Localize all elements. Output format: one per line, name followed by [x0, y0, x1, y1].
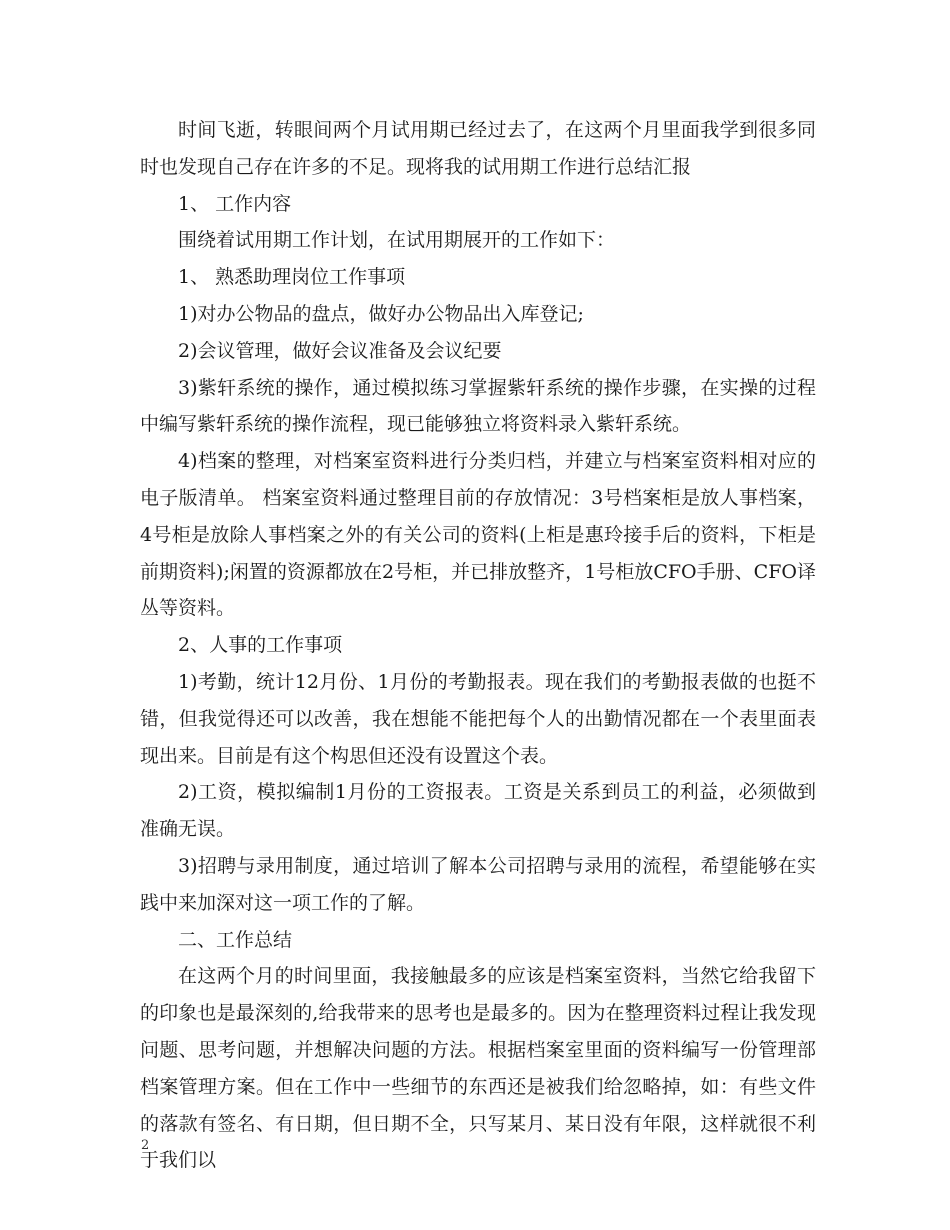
- heading-work-summary: 二、工作总结: [178, 928, 293, 951]
- heading-hr-duties: 2、人事的工作事项: [178, 634, 343, 657]
- list-item-attendance: 1)考勤，统计12月份、1月份的考勤报表。现在我们的考勤报表做的也挺不错，但我觉得还可以改善，我在想能不能把每个人的出勤情况都在一个表里面表现出来。目前是有这个构思但还没有设置这个表。: [140, 670, 816, 767]
- paragraph-summary: 在这两个月的时间里面，我接触最多的应该是档案室资料，当然它给我留下的印象也是最深刻的,给我带来的思考也是最多的。因为在整理资料过程让我发现问题、思考问题，并想解决问题的方法。根据档案室里面的资料编写一份管理部档案管理方案。但在工作中一些细节的东西还是被我们给忽略掉，如：有些文件的落款有签名、有日期，但日期不全，只写某月、某日没有年限，这样就很不利于我们以: [140, 965, 816, 1172]
- paragraph-intro: 时间飞逝，转眼间两个月试用期已经过去了，在这两个月里面我学到很多同时也发现自己存在许多的不足。现将我的试用期工作进行总结汇报: [140, 119, 816, 178]
- list-item-payroll: 2)工资，模拟编制1月份的工资报表。工资是关系到员工的利益，必须做到准确无误。: [140, 781, 816, 841]
- paragraph-work-plan: 围绕着试用期工作计划，在试用期展开的工作如下：: [178, 229, 616, 252]
- document-body: [140, 112, 816, 1179]
- list-item-meeting-management: 2)会议管理，做好会议准备及会议纪要: [178, 339, 502, 362]
- heading-work-content: 1、 工作内容: [178, 192, 292, 215]
- list-item-archive-organizing: 4)档案的整理，对档案室资料进行分类归档，并建立与档案室资料相对应的电子版清单。 档案室资料通过整理目前的存放情况：3号档案柜是放人事档案，4号柜是放除人事档案之外的有关公司的资料(上柜是惠玲接手后的资料，下柜是前期资料);闲置的资源都放在2号柜，并已排放整齐，1号柜放CFO手册、CFO译丛等资料。: [140, 450, 816, 620]
- list-item-office-supplies: 1)对办公物品的盘点，做好办公物品出入库登记;: [178, 302, 584, 325]
- list-item-zixuan-system: 3)紫轩系统的操作，通过模拟练习掌握紫轩系统的操作步骤，在实操的过程中编写紫轩系统的操作流程，现已能够独立将资料录入紫轩系统。: [140, 376, 816, 436]
- heading-assistant-duties: 1、 熟悉助理岗位工作事项: [178, 266, 406, 289]
- list-item-recruitment: 3)招聘与录用制度，通过培训了解本公司招聘与录用的流程，希望能够在实践中来加深对这一项工作的了解。: [140, 854, 816, 914]
- page-number: 2: [141, 1138, 150, 1153]
